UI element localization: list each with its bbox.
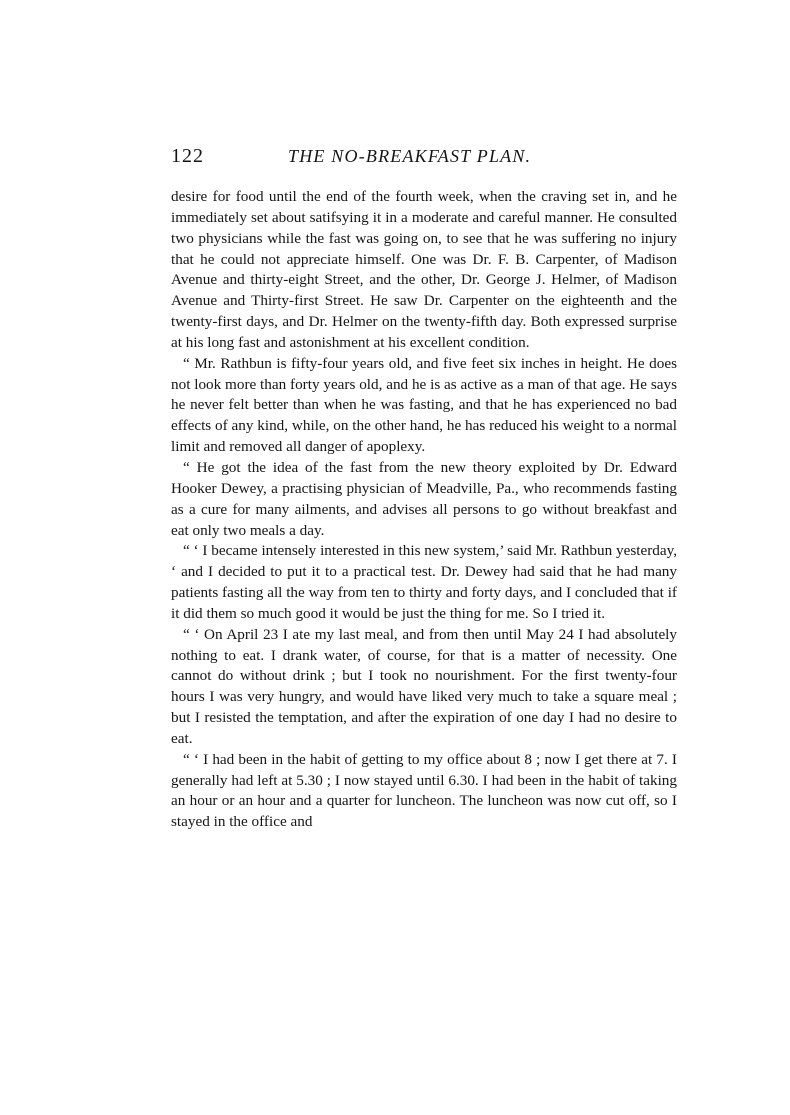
paragraph-continuation: desire for food until the end of the fourth week, when the craving set in, and he immediately set about satifsying it in a moderate and careful manner. He consulted two physicians while the fast was going on, to see that he was suffering no injury that he could not appreciate himself. One was Dr. F. B. Carpenter, of Madison Avenue and thirty-eight Street, and the other, Dr. George J. Helmer, of Madison Avenue and Thirty-first Street. He saw Dr. Carpenter on the eighteenth and the twenty-first days, and Dr. Helmer on the twenty-fifth day. Both expressed surprise at his long fast and astonishment at his excellent condition. <box>171 188 677 351</box>
page-number: 122 <box>171 145 204 167</box>
body-text <box>171 187 677 833</box>
paragraph-rathbun-description: “ Mr. Rathbun is fifty-four years old, and five feet six inches in height. He does not look more than forty years old, and he is as active as a man of that age. He says he never felt better than when he was fasting, and that he has experienced no bad effects of any kind, while, on the other hand, he has reduced his weight to a normal limit and removed all danger of apoplexy. <box>171 354 677 456</box>
paragraph-fast-idea: “ He got the idea of the fast from the new theory exploited by Dr. Edward Hooker Dewey, a practising physician of Meadville, Pa., who recommends fasting as a cure for many ailments, and advises all persons to go without breakfast and eat only two meals a day. <box>171 458 677 539</box>
paragraph-rathbun-quote-system: “ ‘ I became intensely interested in this new system,’ said Mr. Rathbun yesterday, ‘ and I decided to put it to a practical test. Dr. Dewey had said that he had many patients fasting all the way from ten to thirty and forty days, and I concluded that if it did them so much good it would be just the thing for me. So I tried it. <box>171 542 677 622</box>
running-head <box>171 143 677 169</box>
paragraph-rathbun-quote-april: “ ‘ On April 23 I ate my last meal, and from then until May 24 I had absolutely nothing to eat. I drank water, of course, for that is a matter of necessity. One cannot do without drink ; but I took no nourishment. For the first twenty-four hours I was very hungry, and would have liked very much to take a square meal ; but I resisted the temptation, and after the expiration of one day I had no desire to eat. <box>171 625 677 747</box>
paragraph-rathbun-quote-office: “ ‘ I had been in the habit of getting to my office about 8 ; now I get there at 7. I generally had left at 5.30 ; I now stayed until 6.30. I had been in the habit of taking an hour or an hour and a quarter for luncheon. The luncheon was now cut off, so I stayed in the office and <box>171 750 677 831</box>
running-title: THE NO-BREAKFAST PLAN. <box>288 146 532 166</box>
